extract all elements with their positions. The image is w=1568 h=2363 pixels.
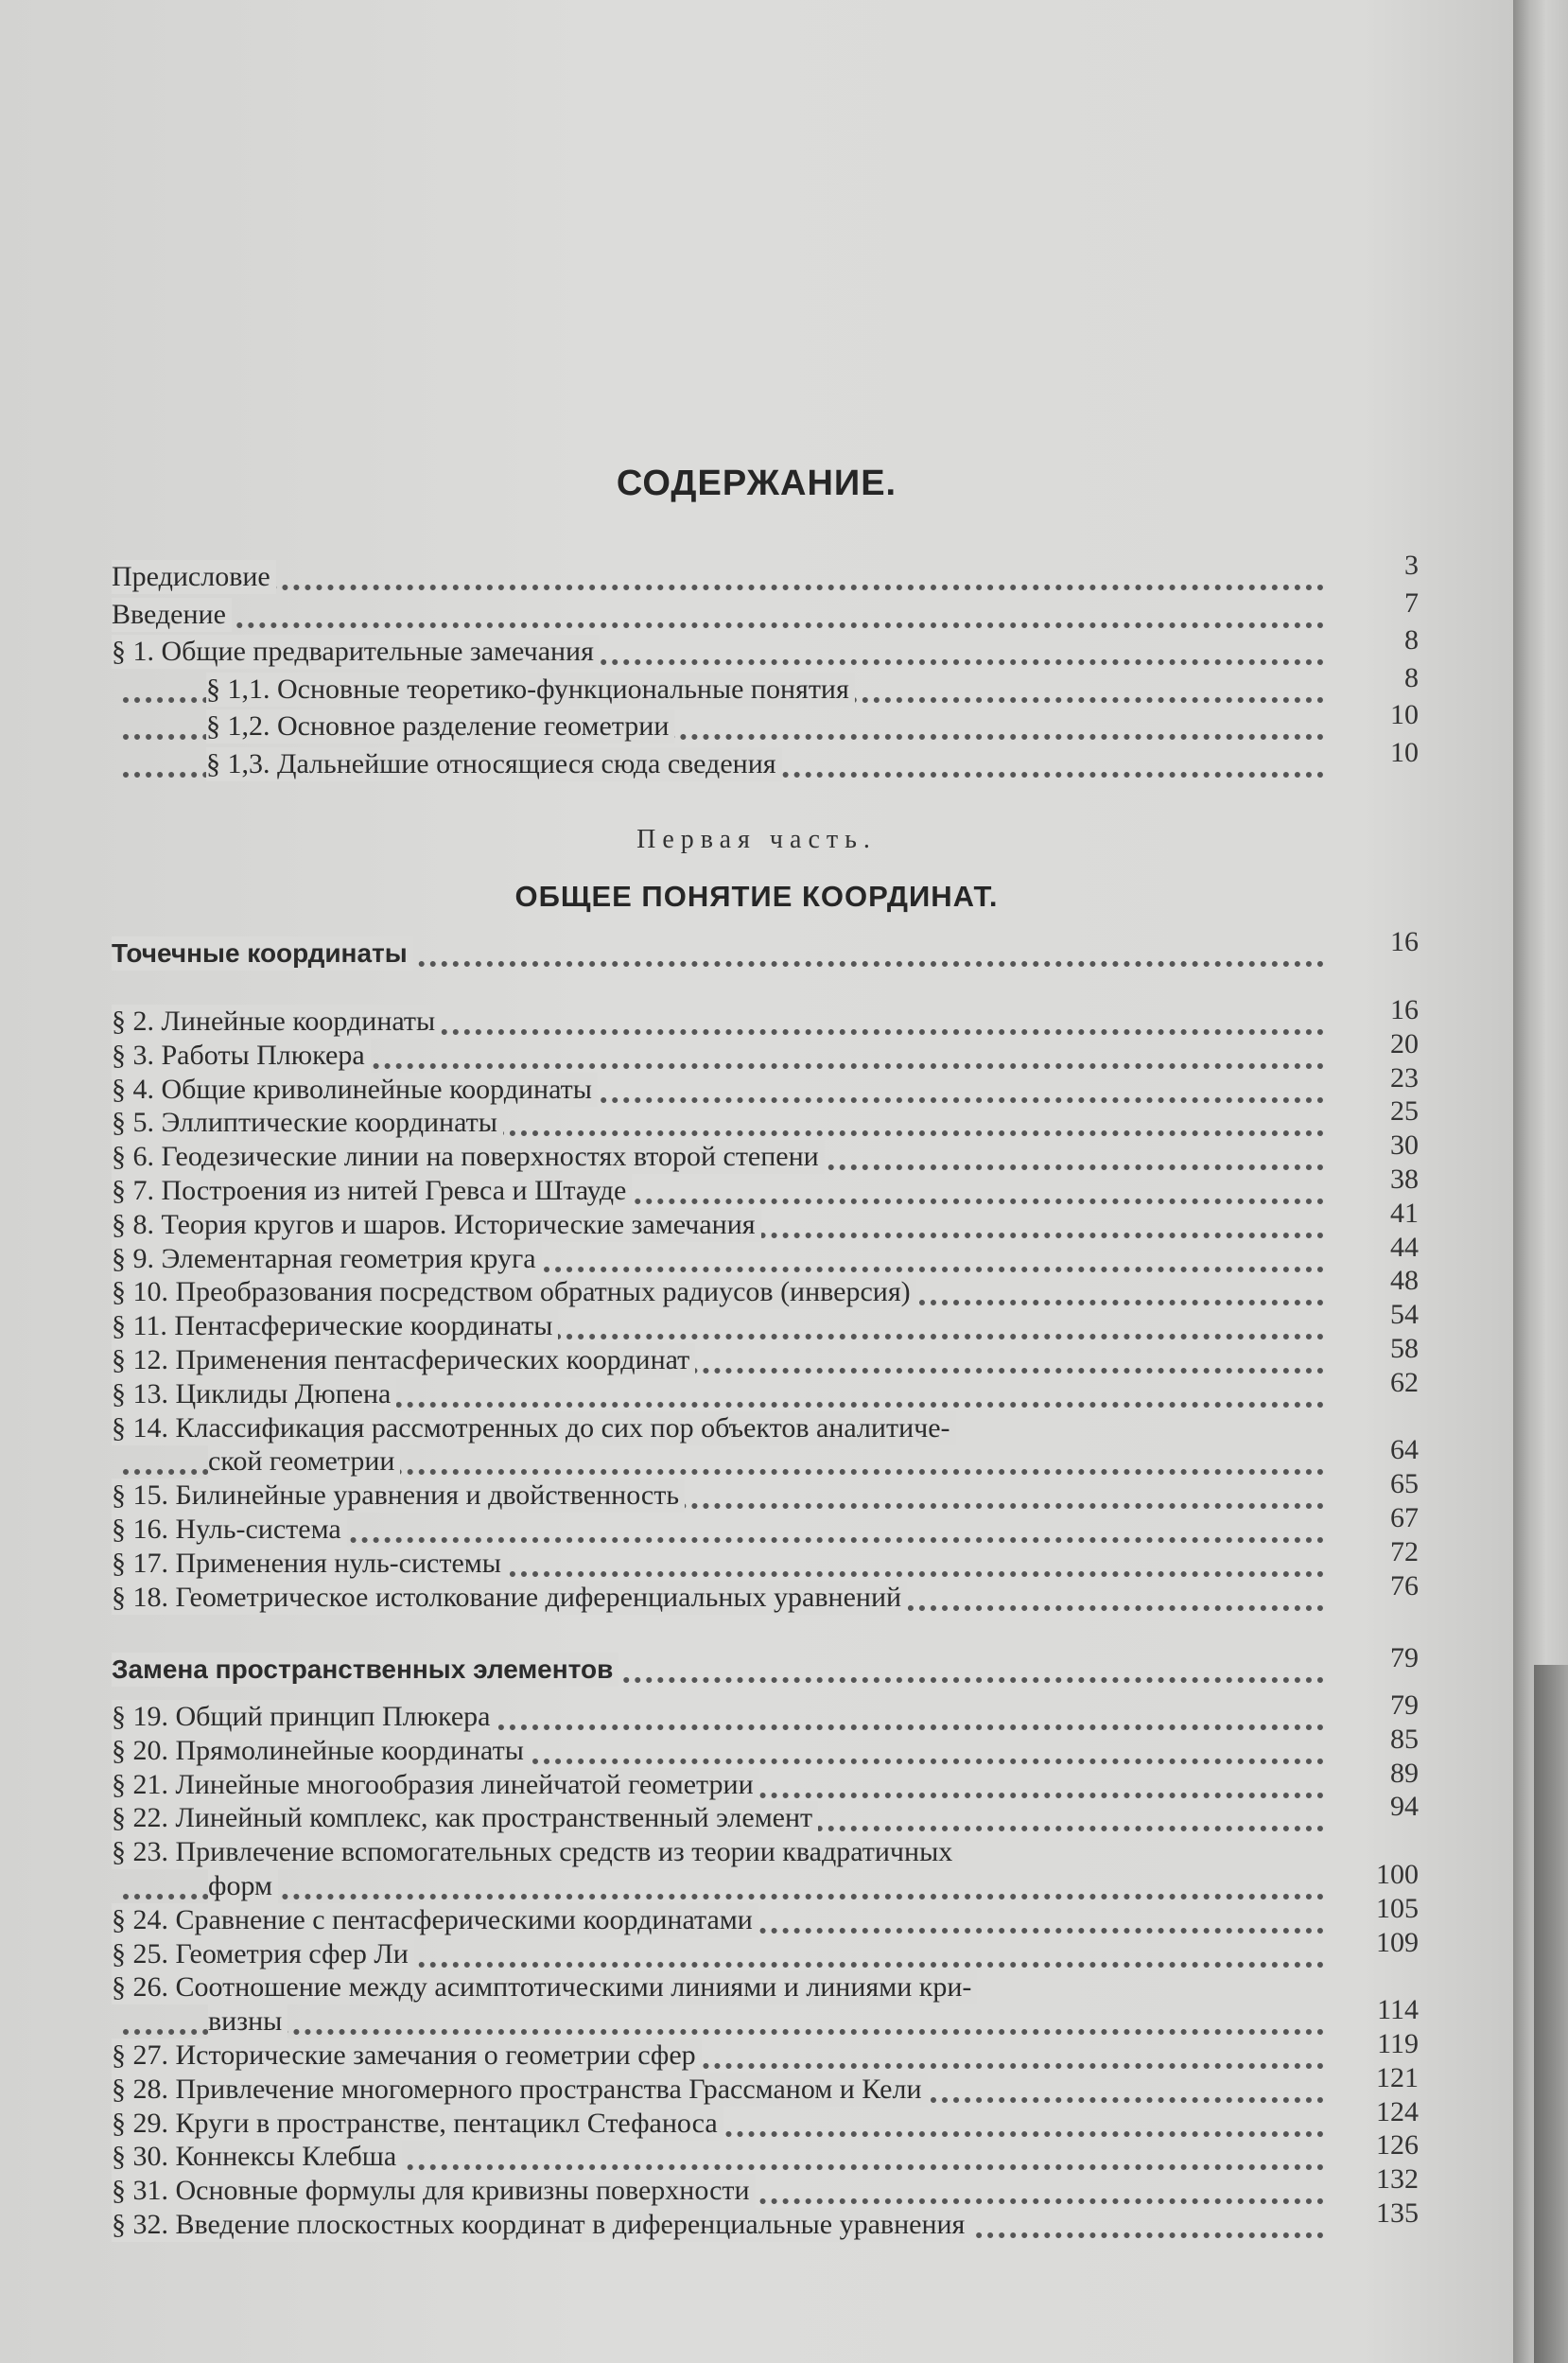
page-number: 132 [1376, 2163, 1419, 2196]
page-number: 10 [1390, 736, 1419, 768]
entry-title: § 18. Геометрическое истолкование диференциальных уравнений [112, 1581, 907, 1615]
toc-entry [0, 699, 1513, 744]
toc-entry [0, 1027, 1513, 1073]
entry-title: § 29. Круги в пространстве, пентацикл Стефаноса [112, 2107, 723, 2141]
toc-entry [0, 1757, 1513, 1802]
page-number: 76 [1390, 1569, 1419, 1602]
toc-entry [0, 736, 1513, 781]
toc-entry [0, 1231, 1513, 1276]
toc-entry [0, 624, 1513, 669]
toc-entry [0, 550, 1513, 594]
page-number: 30 [1390, 1129, 1419, 1162]
entry-title: § 4. Общие криволинейные координаты [112, 1073, 598, 1107]
page-number: 65 [1390, 1468, 1419, 1500]
toc-entry [0, 1791, 1513, 1835]
toc-entry [0, 2163, 1513, 2208]
toc-entry [0, 1569, 1513, 1615]
entry-title: § 14. Классификация рассмотренных до сих пор объектов аналитиче- [112, 1411, 956, 1445]
toc-entry [0, 2028, 1513, 2073]
toc-entry [0, 1061, 1513, 1107]
page-number: 119 [1377, 2028, 1419, 2059]
page-number: 89 [1390, 1757, 1419, 1789]
entry-title: § 31. Основные формулы для кривизны поверхности [112, 2174, 756, 2208]
toc-entry [0, 1411, 1513, 1445]
toc-entry [0, 1926, 1513, 1971]
page-number: 3 [1404, 550, 1419, 581]
page-title: СОДЕРЖАНИЕ. [616, 464, 897, 503]
toc-entry [0, 1333, 1513, 1377]
page-number: 10 [1390, 699, 1419, 730]
entry-title: § 24. Сравнение с пентасферическими координатами [112, 1903, 758, 1937]
entry-title: § 20. Прямолинейные координаты [112, 1734, 530, 1768]
page-number: 121 [1376, 2061, 1419, 2093]
page-number: 124 [1376, 2095, 1419, 2127]
toc-entry [0, 1265, 1513, 1309]
entry-title: § 23. Привлечение вспомогательных средств из теории квадратичных [112, 1835, 958, 1869]
entry-title: § 16. Нуль-система [112, 1513, 347, 1547]
page-number: 20 [1390, 1027, 1419, 1059]
dot-leader [123, 2014, 1324, 2035]
page-number: 85 [1390, 1723, 1419, 1755]
dot-leader [123, 1879, 1324, 1899]
page-number: 62 [1390, 1366, 1419, 1398]
entry-title: § 10. Преобразования посредством обратных радиусов (инверсия) [112, 1275, 916, 1309]
toc-entry [0, 2129, 1513, 2174]
page-number: 48 [1390, 1265, 1419, 1297]
toc-entry [0, 1502, 1513, 1547]
toc-entry [0, 1859, 1513, 1903]
toc-entry [0, 1835, 1513, 1869]
entry-title: § 1,1. Основные теоретико-функциональные понятия [206, 673, 855, 707]
page-number: 72 [1390, 1535, 1419, 1567]
page-number: 67 [1390, 1502, 1419, 1533]
section-heading [0, 1642, 1513, 1687]
page-number: 54 [1390, 1299, 1419, 1331]
entry-title: § 22. Линейный комплекс, как пространственный элемент [112, 1801, 818, 1835]
page-number: 64 [1390, 1434, 1419, 1466]
entry-title: § 7. Построения из нитей Гревса и Штауде [112, 1174, 632, 1208]
entry-title: § 1,2. Основное разделение геометрии [206, 709, 674, 744]
part-label: Первая часть. [636, 825, 877, 854]
entry-title: § 11. Пентасферические координаты [112, 1309, 558, 1343]
page-number: 8 [1404, 624, 1419, 656]
entry-title: § 32. Введение плоскостных координат в диференциальные уравнения [112, 2208, 970, 2242]
page-number: 58 [1390, 1333, 1419, 1364]
page-edge-shadow [1534, 1665, 1568, 2363]
toc-entry [0, 1994, 1513, 2039]
page-number: 94 [1390, 1791, 1419, 1823]
page-number: 135 [1376, 2197, 1419, 2229]
page-number: 100 [1376, 1859, 1419, 1890]
page-number: 23 [1390, 1061, 1419, 1094]
entry-title: визны [208, 2004, 287, 2039]
toc-entry [0, 1095, 1513, 1140]
toc-entry [0, 1299, 1513, 1343]
toc-entry [0, 1535, 1513, 1581]
page-number: 7 [1404, 586, 1419, 619]
entry-title: § 15. Билинейные уравнения и двойственность [112, 1479, 685, 1513]
toc-entry [0, 1129, 1513, 1174]
page-number: 109 [1376, 1926, 1419, 1958]
entry-title: ской геометрии [208, 1444, 400, 1479]
toc-entry [0, 2095, 1513, 2141]
toc-entry [0, 661, 1513, 707]
toc-entry [0, 1468, 1513, 1513]
entry-title: § 12. Применения пентасферических координат [112, 1343, 695, 1377]
toc-entry [0, 586, 1513, 632]
entry-title: § 28. Привлечение многомерного пространства Грассманом и Кели [112, 2073, 928, 2107]
entry-title: § 9. Элементарная геометрия круга [112, 1242, 542, 1276]
entry-title: Предисловие [112, 560, 276, 594]
entry-title: § 1. Общие предварительные замечания [112, 635, 600, 669]
entry-title: § 8. Теория кругов и шаров. Исторические замечания [112, 1208, 761, 1242]
toc-entry [0, 1197, 1513, 1242]
entry-title: § 17. Применения нуль-системы [112, 1547, 507, 1581]
toc-entry [0, 1970, 1513, 2004]
dot-leader [123, 569, 1324, 590]
entry-title: § 30. Коннексы Клебша [112, 2140, 402, 2174]
part-title: ОБЩЕЕ ПОНЯТИЕ КООРДИНАТ. [514, 880, 999, 913]
page-number: 114 [1377, 1994, 1419, 2026]
dot-leader [123, 607, 1324, 628]
toc-entry [0, 1723, 1513, 1768]
entry-title: § 27. Исторические замечания о геометрии сфер [112, 2039, 702, 2073]
page-number: 79 [1390, 1642, 1419, 1673]
toc-entry [0, 1689, 1513, 1734]
page-number: 105 [1376, 1892, 1419, 1924]
entry-title: § 21. Линейные многообразия линейчатой геометрии [112, 1768, 759, 1802]
page-number: 8 [1404, 661, 1419, 693]
heading-text: Точечные координаты [112, 936, 413, 971]
entry-title: § 19. Общий принцип Плюкера [112, 1700, 496, 1734]
page-number: 79 [1390, 1689, 1419, 1721]
entry-title: форм [208, 1869, 278, 1903]
entry-title: § 13. Циклиды Дюпена [112, 1377, 396, 1411]
toc-entry [0, 1892, 1513, 1937]
entry-title: § 2. Линейные координаты [112, 1005, 441, 1039]
page-number: 25 [1390, 1095, 1419, 1128]
entry-title: § 26. Соотношение между асимптотическими линиями и линиями кри- [112, 1970, 977, 2004]
toc-entry [0, 1164, 1513, 1208]
toc-entry [0, 2197, 1513, 2242]
page-number: 41 [1390, 1197, 1419, 1229]
page-number: 16 [1390, 926, 1419, 957]
toc-entry [0, 2061, 1513, 2107]
page-number: 44 [1390, 1231, 1419, 1263]
toc-entry [0, 994, 1513, 1039]
heading-text: Замена пространственных элементов [112, 1653, 618, 1687]
page-number: 126 [1376, 2129, 1419, 2162]
entry-title: § 1,3. Дальнейшие относящиеся сюда сведения [206, 747, 782, 781]
entry-title: § 3. Работы Плюкера [112, 1039, 371, 1073]
toc-entry [0, 1366, 1513, 1411]
page-number: 16 [1390, 994, 1419, 1025]
page-number: 38 [1390, 1164, 1419, 1195]
section-heading [0, 926, 1513, 971]
entry-title: Введение [112, 598, 232, 632]
entry-title: § 25. Геометрия сфер Ли [112, 1937, 414, 1971]
toc-entry [0, 1434, 1513, 1479]
entry-title: § 6. Геодезические линии на поверхностях второй степени [112, 1140, 825, 1174]
entry-title: § 5. Эллиптические координаты [112, 1106, 503, 1140]
